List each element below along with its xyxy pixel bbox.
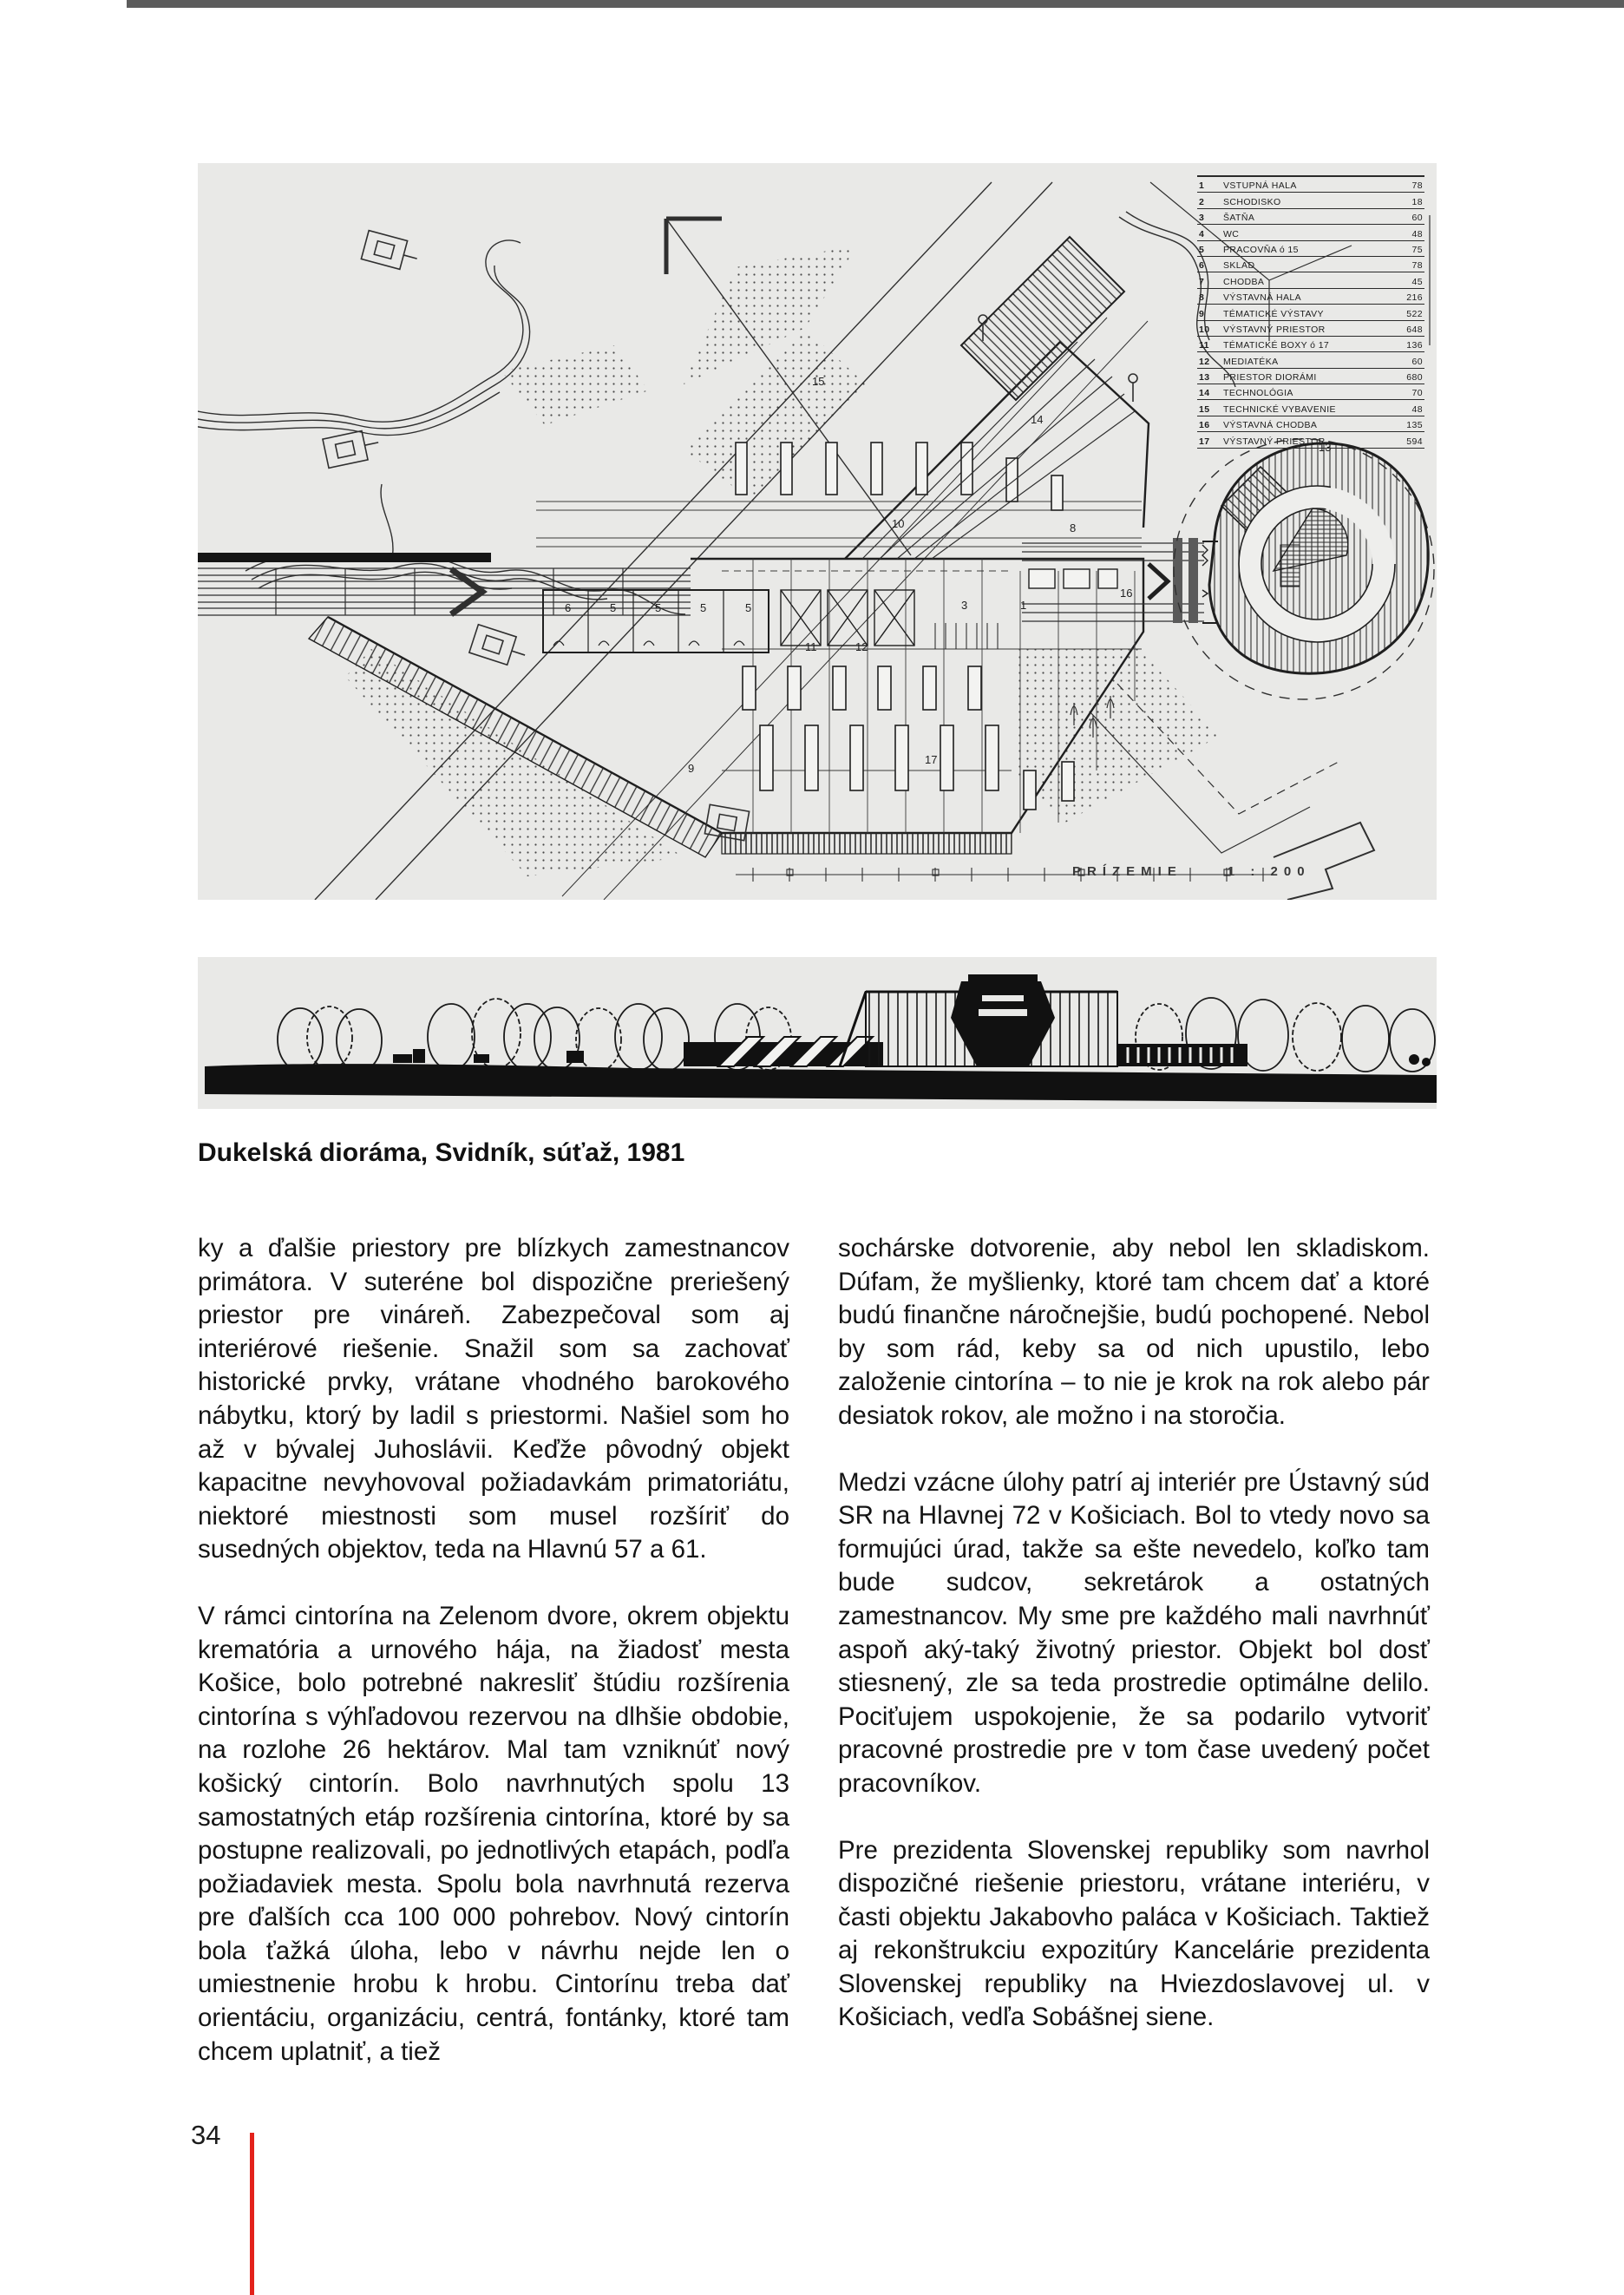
svg-text:13: 13: [1319, 441, 1332, 454]
legend-table: [1197, 175, 1424, 449]
red-rule: [250, 2133, 254, 2295]
paragraph: ky a ďalšie priestory pre blízkych zamestnancov primátora. V suteréne bol dispozične preriešený priestor pre vináreň. Zabezpečoval som aj interiérové riešenie. Snažil som sa zachovať historické prvky, vrátane vhodného barokového nábytku, ktorý by ladil s priestormi. Našiel som ho až v bývalej Juhoslávii. Keďže pôvodný objekt kapacitne nevyhovoval požiadavkám primatoriátu, niektoré miestnosti som musel rozšíriť do susedných objektov, teda na Hlavnú 57 a 61.: [198, 1234, 789, 1564]
legend-row: 16 VÝSTAVNÁ CHODBA 135: [1197, 416, 1424, 432]
legend-row: 4 WC 48: [1197, 225, 1424, 240]
svg-text:5: 5: [655, 601, 662, 614]
elevation-figure: [198, 957, 1437, 1109]
plan-scale-label: [1072, 864, 1311, 879]
legend-row: 15 TECHNICKÉ VYBAVENIE 48: [1197, 400, 1424, 416]
plan-level-label: PRÍZEMIE: [1072, 864, 1182, 879]
svg-text:12: 12: [855, 640, 868, 653]
legend-row: 2 SCHODISKO 18: [1197, 193, 1424, 208]
svg-text:9: 9: [688, 762, 695, 775]
svg-text:11: 11: [805, 640, 817, 653]
paragraph: Medzi vzácne úlohy patrí aj interiér pre Ústavný súd SR na Hlavnej 72 v Košiciach. Bol to vtedy novo sa formujúci úrad, takže sa ešte nevedelo, koľko tam bude sudcov, sekretárok a ostatných zamestnancov. My sme pre každého mali navrhnúť aspoň aký-taký životný priestor. Objekt bol dosť stiesnený, zle sa teda prostredie optimálne delilo. Pociťujem uspokojenie, že sa podarilo vytvoriť pracovné prostredie pre v tom čase uvedený počet pracovníkov.: [838, 1467, 1430, 1798]
svg-text:14: 14: [1031, 413, 1044, 426]
legend-row: 17 VÝSTAVNÝ PRIESTOR 594: [1197, 432, 1424, 448]
paragraph: V rámci cintorína na Zelenom dvore, okrem objektu krematória a urnového hája, na žiadosť mesta Košice, bolo potrebné nakresliť štúdiu rozšírenia cintorína s výhľadovou rezervou na dlhšie obdobie, na rozlohe 26 hektárov. Mal tam vzniknúť nový košický cintorín. Bolo navrhnutých spolu 13 samostatných etáp rozšírenia cintorína, ktoré by sa postupne realizovali, po jednotlivých etapách, podľa požiadaviek mesta. Spolu bola navrhnutá rezerva pre ďalších cca 100 000 pohrebov. Nový cintorín bola ťažká úloha, lebo v návrhu nejde len o umiestnenie hrobu k hrobu. Cintorínu treba dať orientáciu, organizáciu, centrá, fontánky, ktoré tam chcem uplatniť, a tiež: [198, 1601, 789, 2066]
legend-row: 7 CHODBA 45: [1197, 272, 1424, 288]
legend-row: 14 TECHNOLÓGIA 70: [1197, 384, 1424, 400]
svg-text:1: 1: [1020, 599, 1027, 612]
svg-text:3: 3: [961, 599, 968, 612]
page-number: 34: [191, 2120, 221, 2150]
legend-row: 3 ŠATŇA 60: [1197, 209, 1424, 225]
svg-text:5: 5: [745, 601, 752, 614]
article-column-right: [838, 1232, 1430, 2068]
legend-row: 1 VSTUPNÁ HALA 78: [1197, 177, 1424, 193]
svg-text:5: 5: [700, 601, 707, 614]
plan-scale-ratio: 1 : 200: [1227, 864, 1311, 879]
figure-caption: Dukelská dioráma, Svidník, súťaž, 1981: [198, 1138, 685, 1167]
floor-plan-figure: [198, 163, 1437, 900]
legend-row: 13 PRIESTOR DIORÁMI 680: [1197, 369, 1424, 384]
legend-row: 11 TÉMATICKÉ BOXY ó 17 136: [1197, 337, 1424, 352]
svg-text:5: 5: [610, 601, 617, 614]
elevation-drawing: [198, 957, 1437, 1109]
svg-text:16: 16: [1120, 587, 1133, 600]
legend-row: 10 VÝSTAVNÝ PRIESTOR 648: [1197, 321, 1424, 337]
legend-row: 9 TÉMATICKÉ VÝSTAVY 522: [1197, 305, 1424, 320]
svg-text:8: 8: [1070, 521, 1077, 534]
legend-row: 6 SKLAD 78: [1197, 257, 1424, 272]
svg-text:10: 10: [892, 517, 905, 530]
legend-row: 8 VÝSTAVNÁ HALA 216: [1197, 289, 1424, 305]
svg-text:17: 17: [925, 753, 938, 766]
svg-text:6: 6: [565, 601, 572, 614]
scan-edge-strip: [127, 0, 1624, 8]
legend-row: 12 MEDIATÉKA 60: [1197, 352, 1424, 368]
paragraph: sochárske dotvorenie, aby nebol len skladiskom. Dúfam, že myšlienky, ktoré tam chcem dať a ktoré budú finančne náročnejšie, budú pochopené. Nebol by som rád, keby sa od nich upustilo, lebo založenie cintorína – to nie je krok na rok alebo pár desiatok rokov, ale možno i na storočia.: [838, 1234, 1430, 1430]
paragraph: Pre prezidenta Slovenskej republiky som navrhol dispozičné riešenie priestoru, vrátane interiéru, v časti objektu Jakabovho paláca v Košiciach. Taktiež aj rekonštrukciu expozitúry Kancelárie prezidenta Slovenskej republiky na Hviezdoslavovej ul. v Košiciach, vedľa Sobášnej siene.: [838, 1835, 1430, 2032]
svg-text:15: 15: [812, 375, 825, 388]
article-column-left: [198, 1232, 789, 2102]
legend-row: 5 PRACOVŇA ó 15 75: [1197, 241, 1424, 257]
